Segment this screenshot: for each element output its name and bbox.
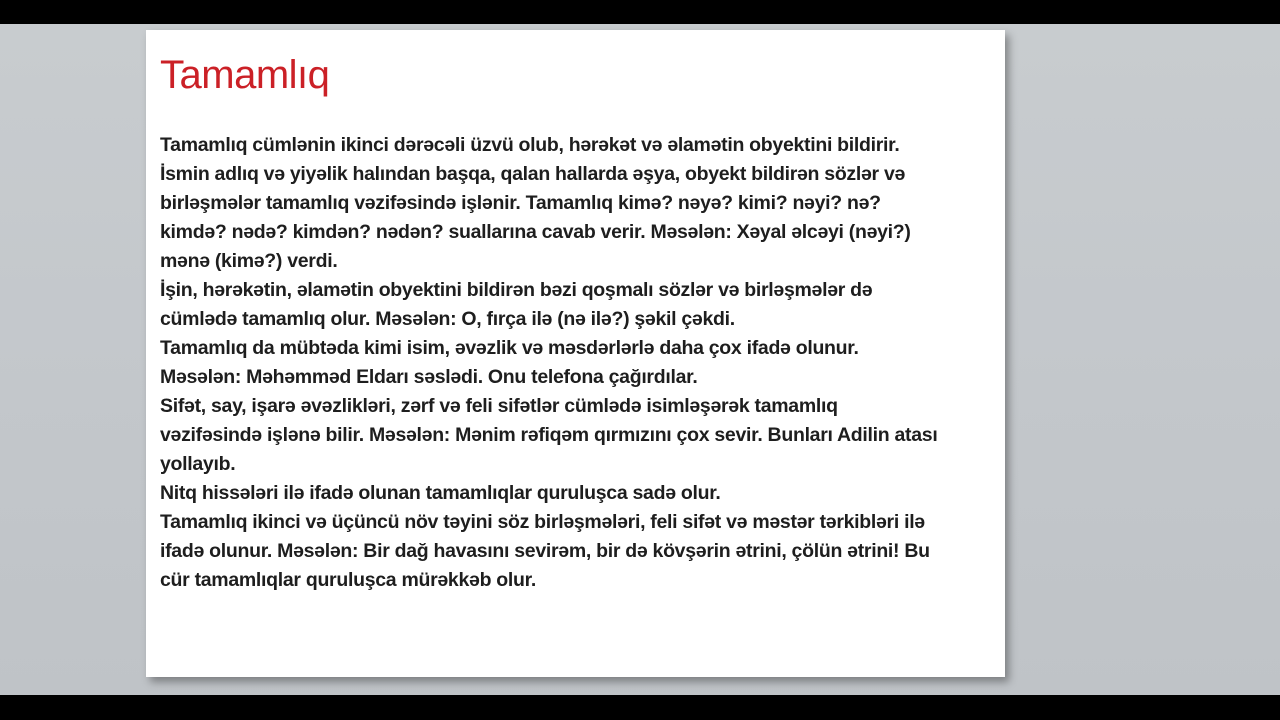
slide-title: Tamamlıq: [160, 53, 330, 97]
body-line: Nitq hissələri ilə ifadə olunan tamamlıqlar quruluşca sadə olur.: [160, 482, 721, 504]
letterbox-top-bar: [0, 0, 1280, 24]
body-line: Tamamlıq da mübtəda kimi isim, əvəzlik və məsdərlərlə daha çox ifadə olunur.: [160, 337, 859, 359]
body-line: birləşmələr tamamlıq vəzifəsində işlənir. Tamamlıq kimə? nəyə? kimi? nəyi? nə?: [160, 192, 881, 214]
body-line: vəzifəsində işlənə bilir. Məsələn: Mənim rəfiqəm qırmızını çox sevir. Bunları Adilin atası: [160, 424, 938, 446]
body-line: cür tamamlıqlar quruluşca mürəkkəb olur.: [160, 569, 536, 591]
body-line: Tamamlıq cümlənin ikinci dərəcəli üzvü olub, hərəkət və əlamətin obyektini bildirir.: [160, 134, 900, 156]
body-line: yollayıb.: [160, 453, 236, 475]
letterbox-bottom-bar: [0, 695, 1280, 720]
body-line: kimdə? nədə? kimdən? nədən? suallarına cavab verir. Məsələn: Xəyal əlcəyi (nəyi?): [160, 221, 911, 243]
presentation-slide: [146, 30, 1005, 677]
body-line: cümlədə tamamlıq olur. Məsələn: O, fırça ilə (nə ilə?) şəkil çəkdi.: [160, 308, 735, 330]
body-line: Sifət, say, işarə əvəzlikləri, zərf və feli sifətlər cümlədə isimləşərək tamamlıq: [160, 395, 838, 417]
body-line: Tamamlıq ikinci və üçüncü növ təyini söz birləşmələri, feli sifət və məstər tərkibləri ilə: [160, 511, 925, 533]
body-line: İsmin adlıq və yiyəlik halından başqa, qalan hallarda əşya, obyekt bildirən sözlər və: [160, 163, 906, 185]
slide-body-text: [160, 131, 1000, 595]
presentation-stage: [0, 24, 1280, 695]
body-line: İşin, hərəkətin, əlamətin obyektini bildirən bəzi qoşmalı sözlər və birləşmələr də: [160, 279, 873, 301]
body-line: mənə (kimə?) verdi.: [160, 250, 338, 272]
body-line: Məsələn: Məhəmməd Eldarı səslədi. Onu telefona çağırdılar.: [160, 366, 698, 388]
body-line: ifadə olunur. Məsələn: Bir dağ havasını sevirəm, bir də kövşərin ətrini, çölün ətrini! Bu: [160, 540, 930, 562]
